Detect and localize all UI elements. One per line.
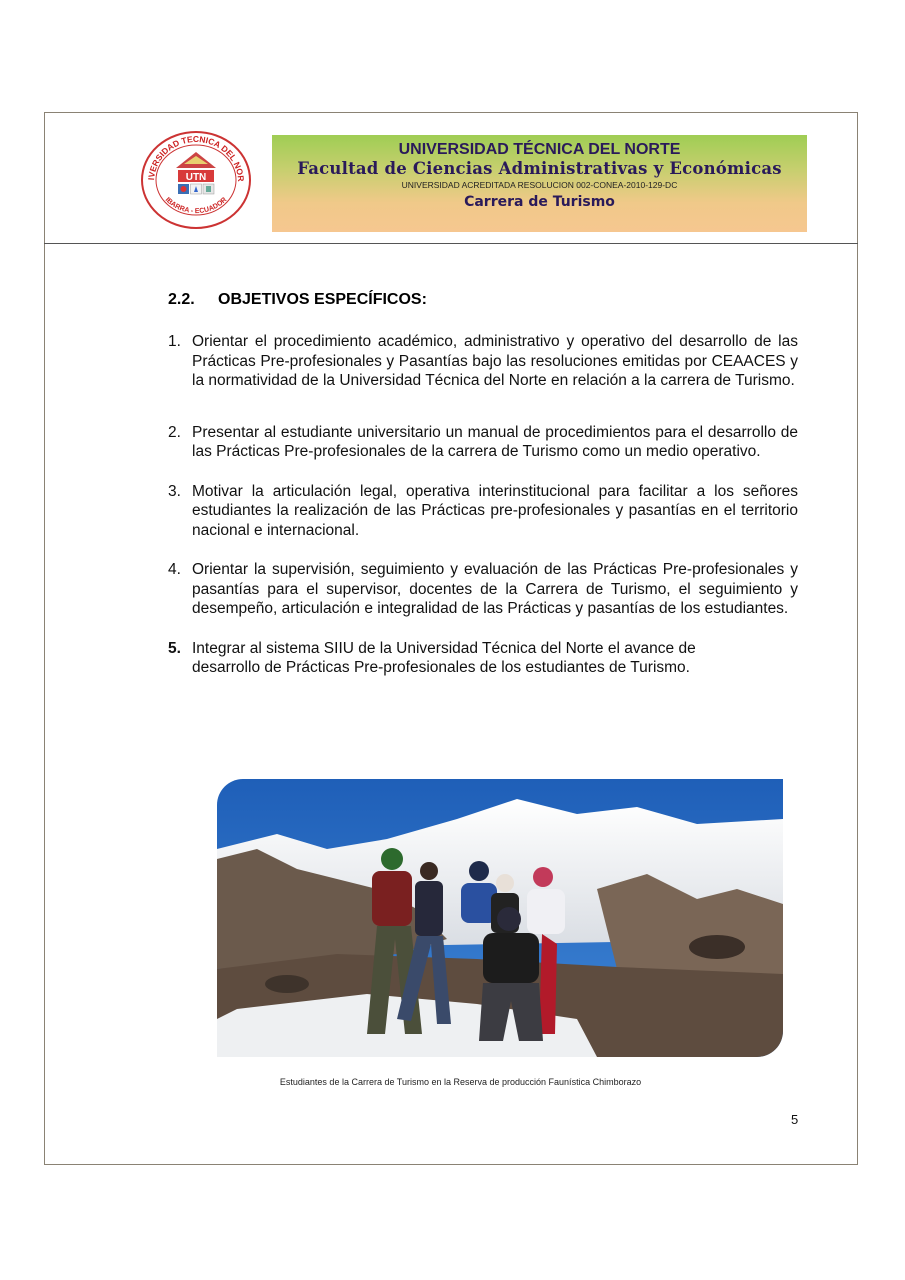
header-divider [44, 243, 858, 244]
list-item [168, 560, 798, 619]
list-item [168, 332, 798, 391]
list-item [168, 482, 798, 541]
item-text: Orientar la supervisión, seguimiento y evaluación de las Prácticas Pre-profesionales y pasantías para el supervisor, docentes de la Carrera de Turismo, el seguimiento y desempeño, articulación e integralidad de las Prácticas y pasantías de los estudiantes. [192, 561, 798, 617]
accreditation-text: UNIVERSIDAD ACREDITADA RESOLUCION 002-CONEA-2010-129-DC [401, 180, 678, 190]
item-number: 5. [168, 639, 181, 657]
university-name: UNIVERSIDAD TÉCNICA DEL NORTE [398, 141, 681, 158]
item-text: Motivar la articulación legal, operativa interinstitucional para facilitar a los señores estudiantes la realización de las Prácticas pre-profesionales y pasantías en el territorio nacional e internacional. [192, 482, 798, 539]
photo-caption [0, 1077, 905, 1087]
item-text: Orientar el procedimiento académico, administrativo y operativo del desarrollo de las Prácticas Pre-profesionales y Pasantías bajo las resoluciones emitidas por CEAACES y la normatividad de la Universidad Técnica del Norte en relación a la carrera de Turismo. [192, 333, 798, 389]
page-number: 5 [791, 1112, 799, 1127]
program-name: Carrera de Turismo [464, 194, 615, 210]
university-seal-logo [140, 130, 252, 230]
header-banner [272, 135, 807, 232]
item-number: 3. [168, 482, 181, 500]
section-title: OBJETIVOS ESPECÍFICOS: [218, 291, 427, 308]
item-number: 4. [168, 561, 181, 578]
seal-bottom-text: IBARRA - ECUADOR [163, 196, 229, 216]
objectives-list [168, 332, 798, 678]
item-number: 1. [168, 333, 181, 350]
seal-top-text: IVERSIDAD TECNICA DEL NOR [146, 133, 247, 182]
seal-center-text: UTN [185, 172, 207, 183]
item-text: Integrar al sistema SIIU de la Universidad Técnica del Norte el avance de desarrollo de Prácticas Pre-profesionales de los estudiantes de Turismo. [192, 639, 696, 676]
list-item [168, 423, 798, 462]
students-mountain-photo [217, 779, 783, 1057]
section-number: 2.2. [168, 291, 195, 308]
item-number: 2. [168, 423, 181, 441]
faculty-name: Facultad de Ciencias Administrativas y Económicas [297, 159, 782, 178]
photo-caption-text: Estudiantes de la Carrera de Turismo en la Reserva de producción Faunística Chimborazo [279, 1077, 642, 1087]
item-text: Presentar al estudiante universitario un manual de procedimientos para el desarrollo de las Prácticas Pre-profesionales de la carrera de Turismo como un medio operativo. [192, 423, 798, 460]
list-item [168, 639, 798, 678]
section-heading [168, 291, 427, 309]
